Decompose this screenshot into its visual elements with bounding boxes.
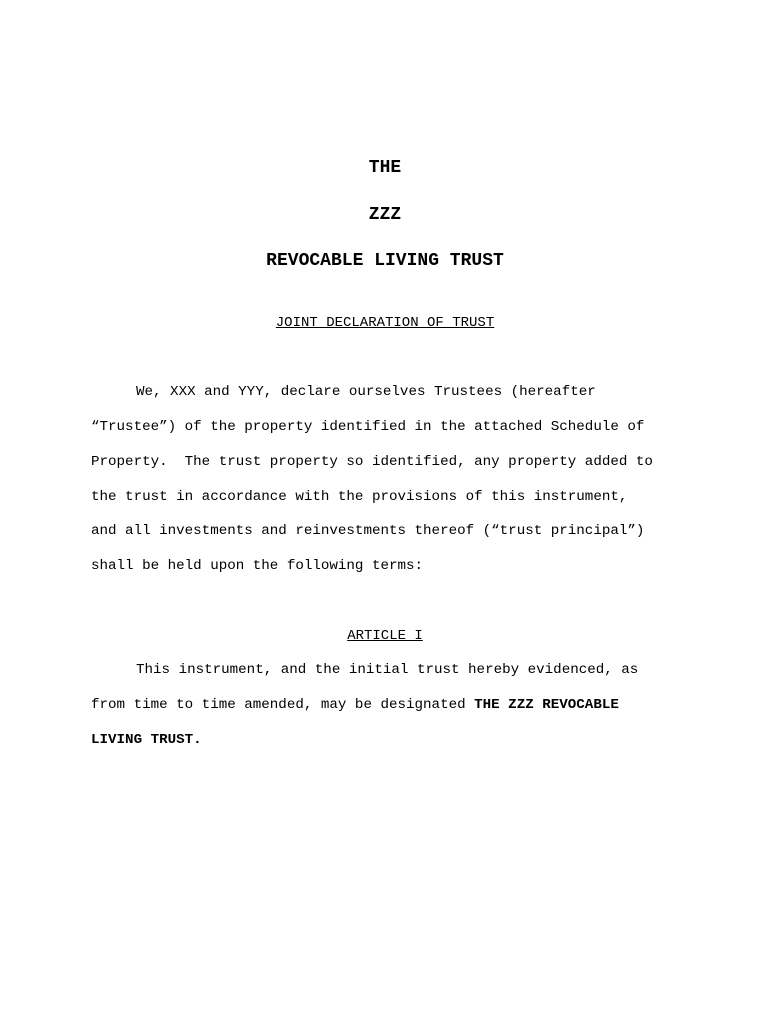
title-line-zzz: ZZZ xyxy=(368,205,402,225)
intro-line-2: “Trustee”) of the property identified in the attached Schedule of xyxy=(91,419,645,435)
article-1-line-1: This instrument, and the initial trust hereby evidenced, as xyxy=(136,662,639,678)
title-line-revocable-living-trust: REVOCABLE LIVING TRUST xyxy=(266,251,504,271)
subtitle-joint-declaration: JOINT DECLARATION OF TRUST xyxy=(275,315,495,331)
article-1-trust-name-bold-cont: LIVING TRUST. xyxy=(91,732,202,748)
article-1-line-2-plain: from time to time amended, may be designated xyxy=(91,697,475,713)
article-1-line-3 xyxy=(91,731,202,749)
intro-line-5: and all investments and reinvestments thereof (“trust principal”) xyxy=(91,523,645,539)
intro-line-4: the trust in accordance with the provisions of this instrument, xyxy=(91,489,628,505)
title-line-the: THE xyxy=(368,158,402,178)
intro-line-6: shall be held upon the following terms: xyxy=(91,558,424,574)
intro-line-1: We, XXX and YYY, declare ourselves Trustees (hereafter xyxy=(136,384,596,400)
article-1-heading: ARTICLE I xyxy=(347,628,423,644)
article-1-line-2 xyxy=(91,696,619,714)
intro-line-3: Property. The trust property so identified, any property added to xyxy=(91,454,653,470)
article-1-trust-name-bold: THE ZZZ REVOCABLE xyxy=(474,697,619,713)
